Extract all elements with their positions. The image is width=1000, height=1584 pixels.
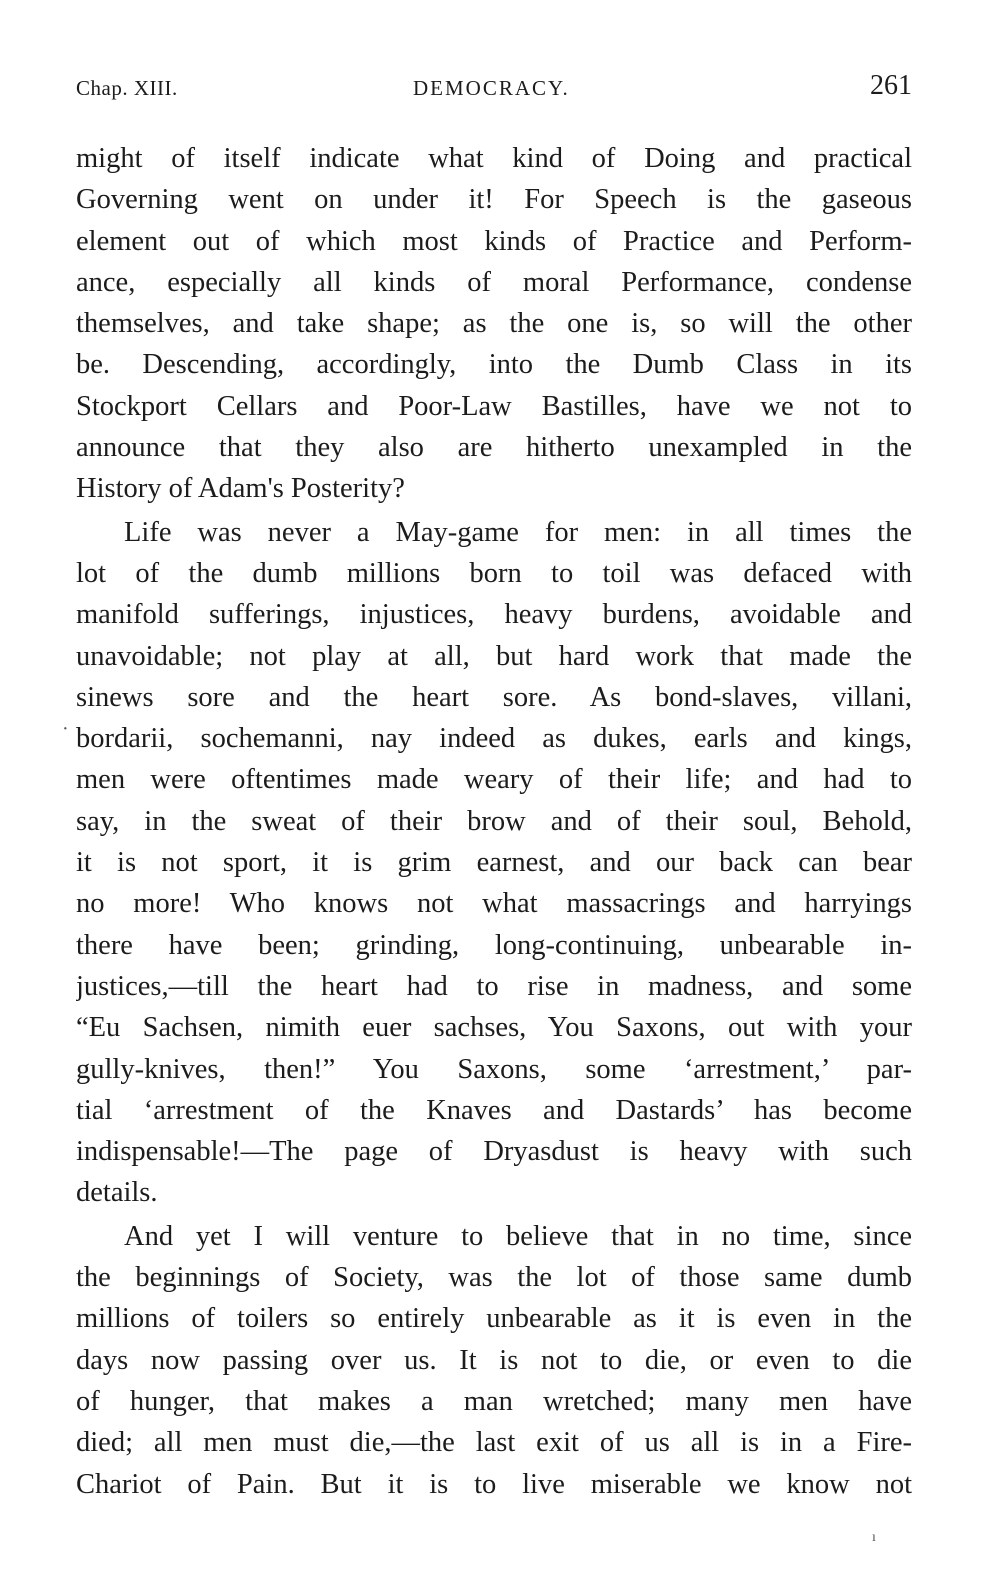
running-head [76, 70, 912, 110]
text-line: there have been; grinding, long-continuing, unbearable in- [76, 929, 912, 961]
text-line: History of Adam's Posterity? [76, 473, 405, 505]
text-line: Stockport Cellars and Poor-Law Bastilles, have we not to [76, 390, 912, 422]
text-line: it is not sport, it is grim earnest, and our back can bear [76, 847, 912, 879]
page-number: 261 [870, 70, 912, 101]
text-line: tial ‘arrestment of the Knaves and Dastards’ has become [76, 1094, 912, 1126]
footer-mark: ı [872, 1530, 876, 1545]
text-line: indispensable!—The page of Dryasdust is heavy with such [76, 1136, 912, 1168]
text-line: lot of the dumb millions born to toil was defaced with [76, 557, 912, 589]
text-line: might of itself indicate what kind of Doing and practical [76, 143, 912, 174]
text-line: Governing went on under it! For Speech is the gaseous [76, 184, 912, 216]
text-line: the beginnings of Society, was the lot of those same dumb [76, 1262, 912, 1294]
paragraph-start-line: And yet I will venture to believe that in no time, since [124, 1220, 912, 1252]
chapter-label: Chap. XIII. [76, 76, 178, 100]
text-line: no more! Who knows not what massacrings and harryings [76, 888, 912, 920]
text-line: justices,—till the heart had to rise in madness, and some [76, 970, 912, 1002]
text-line: manifold sufferings, injustices, heavy burdens, avoidable and [76, 599, 912, 631]
text-line: days now passing over us. It is not to die, or even to die [76, 1344, 912, 1376]
section-title: DEMOCRACY. [413, 76, 570, 100]
text-line: Chariot of Pain. But it is to live miserable we know not [76, 1468, 912, 1500]
text-line: died; all men must die,—the last exit of us all is in a Fire- [76, 1427, 912, 1459]
text-line: be. Descending, accordingly, into the Dumb Class in its [76, 349, 912, 381]
text-line: millions of toilers so entirely unbearable as it is even in the [76, 1303, 912, 1335]
text-line: announce that they also are hitherto unexampled in the [76, 432, 912, 464]
text-line: bordarii, sochemanni, nay indeed as dukes, earls and kings, [76, 723, 912, 755]
text-line: element out of which most kinds of Practice and Perform- [76, 225, 912, 257]
body-text [76, 138, 912, 1505]
text-line: unavoidable; not play at all, but hard work that made the [76, 640, 912, 672]
text-line: details. [76, 1177, 158, 1209]
text-line: “Eu Sachsen, nimith euer sachses, You Saxons, out with your [76, 1012, 912, 1044]
text-line: ance, especially all kinds of moral Performance, condense [76, 266, 912, 298]
text-line: themselves, and take shape; as the one is, so will the other [76, 308, 912, 340]
text-line: gully-knives, then!” You Saxons, some ‘arrestment,’ par- [76, 1053, 912, 1085]
text-line: sinews sore and the heart sore. As bond-slaves, villani, [76, 681, 912, 713]
paragraph-start-line: Life was never a May-game for men: in all times the [124, 516, 912, 548]
text-line: say, in the sweat of their brow and of their soul, Behold, [76, 805, 912, 837]
text-line: men were oftentimes made weary of their life; and had to [76, 764, 912, 796]
text-line: of hunger, that makes a man wretched; many men have [76, 1385, 912, 1417]
margin-dot: · [62, 718, 69, 740]
